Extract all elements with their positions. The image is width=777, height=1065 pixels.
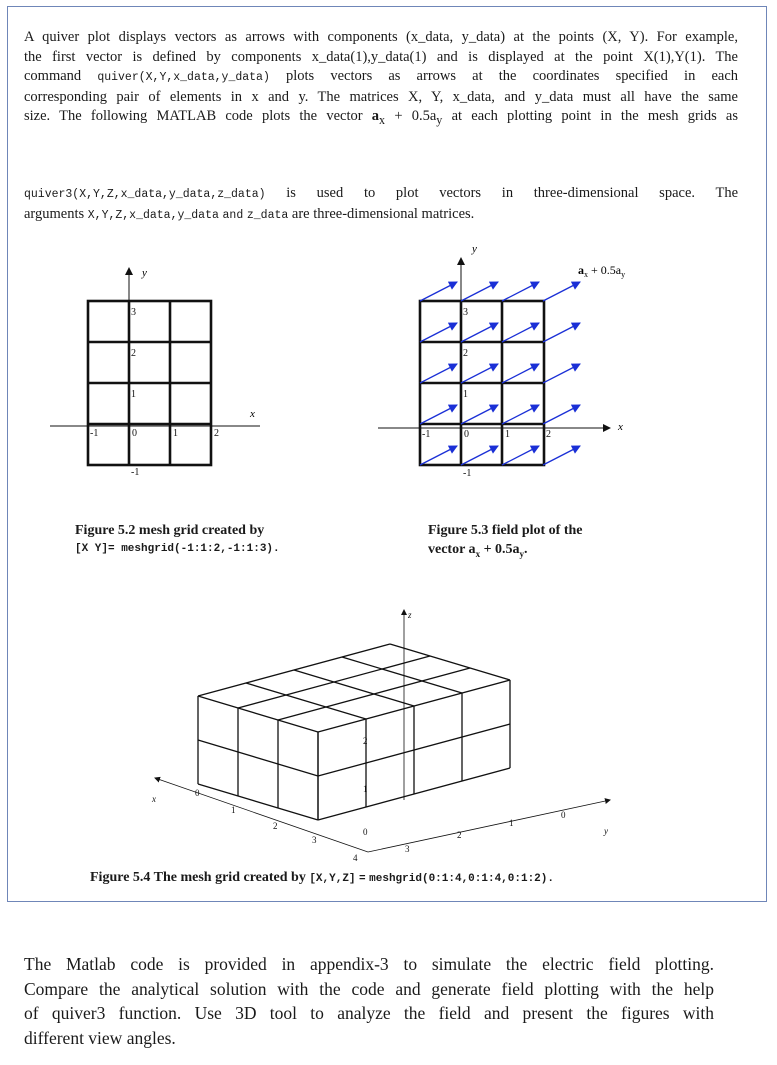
text: is used to plot vectors in three-dimensional space. The <box>286 185 739 201</box>
field-arrow <box>420 364 457 383</box>
field-arrow <box>461 364 498 383</box>
tick-x-1: 1 <box>231 805 236 815</box>
intro-line-1: A quiver plot displays vectors as arrows with components (x_data, y_data) at the points (X, Y). For example, <box>24 29 738 45</box>
x-axis-label: x <box>250 408 255 420</box>
tick-y-3: 3 <box>463 307 468 318</box>
tick-o-0: 0 <box>363 827 368 837</box>
caption-text: + 0.5a <box>480 542 520 557</box>
vector-a: a <box>371 108 380 125</box>
quiver3-line-2 <box>24 205 738 226</box>
code-args: X,Y,Z,x_data,y_data <box>87 208 219 222</box>
tick-y-neg1: -1 <box>131 467 140 475</box>
code-quiver: quiver(X,Y,x_data,y_data) <box>97 71 270 85</box>
tick-y-2: 2 <box>463 348 468 359</box>
field-arrow <box>502 405 539 424</box>
mesh-edge <box>198 740 318 776</box>
tick-x-0: 0 <box>464 429 469 440</box>
assignment-line-3: of quiver3 function. Use 3D tool to analyze the field and present the figures with <box>24 1003 714 1024</box>
caption-code: [X Y]= meshgrid(-1:1:2,-1:1:3). <box>75 543 280 555</box>
intro-text: at each plotting point in the mesh grids as <box>451 108 739 125</box>
intro-text: + 0.5a <box>385 108 437 125</box>
quiver3-paragraph <box>24 184 738 225</box>
tick-y-2: 2 <box>131 348 136 359</box>
field-arrow <box>543 446 580 465</box>
caption-code: meshgrid(0:1:4,0:1:4,0:1:2). <box>369 873 554 885</box>
text: are three-dimensional matrices. <box>291 205 475 222</box>
figure-5-2 <box>50 260 270 475</box>
field-arrow <box>502 364 539 383</box>
tick-x-2: 2 <box>273 821 278 831</box>
figure-5-3-caption <box>428 521 583 564</box>
figure-5-4-caption <box>90 868 554 889</box>
tick-y-3: 3 <box>405 844 410 854</box>
assignment-line-4: different view angles. <box>24 1027 176 1048</box>
subscript: y <box>436 113 443 128</box>
tick-x-4: 4 <box>353 853 358 863</box>
field-arrow <box>502 282 539 301</box>
figure-5-3 <box>378 238 668 478</box>
field-arrow <box>461 282 498 301</box>
y-axis-label: y <box>604 826 608 836</box>
vector-label-mid: + 0.5a <box>588 263 622 277</box>
vector-label-a: a <box>578 263 584 277</box>
field-arrow <box>461 405 498 424</box>
quiver3-line-1 <box>24 184 738 205</box>
field-arrow <box>543 405 580 424</box>
tick-y-neg1: -1 <box>463 468 472 478</box>
x-axis-label: x <box>152 794 156 804</box>
tick-o-2: 2 <box>363 736 368 746</box>
field-arrow <box>543 364 580 383</box>
subscript: x <box>379 113 386 128</box>
tick-y-3: 3 <box>131 307 136 318</box>
intro-line-3 <box>24 67 738 88</box>
field-arrow <box>543 323 580 342</box>
z-axis-label: z <box>408 610 412 620</box>
tick-x-0: 0 <box>132 428 137 439</box>
field-arrow <box>502 323 539 342</box>
vector-label <box>578 263 625 279</box>
code-quiver3: quiver3(X,Y,Z,x_data,y_data,z_data) <box>24 188 266 201</box>
caption-line <box>428 540 583 564</box>
field-arrow <box>461 323 498 342</box>
caption-eq: = <box>359 873 366 885</box>
intro-text: command <box>24 68 82 85</box>
tick-x-0: 0 <box>195 788 200 798</box>
tick-x-2: 2 <box>546 429 551 440</box>
vector-label-sub: y <box>621 270 626 279</box>
y-axis-label: y <box>142 267 147 279</box>
tick-y-1: 1 <box>463 389 468 400</box>
text: arguments <box>24 205 85 222</box>
assignment-paragraph <box>24 952 714 1050</box>
tick-x-neg1: -1 <box>422 429 431 440</box>
tick-y-0: 0 <box>561 810 566 820</box>
field-arrow <box>420 323 457 342</box>
tick-x-neg1: -1 <box>90 428 99 439</box>
figure-5-4 <box>140 600 640 870</box>
tick-o-1: 1 <box>363 784 368 794</box>
field-arrow <box>502 446 539 465</box>
assignment-line-2: Compare the analytical solution with the code and generate field plotting with the help <box>24 978 714 999</box>
subscript: x <box>475 548 481 559</box>
mesh-grid <box>88 301 211 465</box>
assignment-line-1: The Matlab code is provided in appendix-3 to simulate the electric field plotting. <box>24 954 714 974</box>
code-zdata: z_data <box>246 208 289 222</box>
field-arrow <box>420 405 457 424</box>
tick-x-1: 1 <box>173 428 178 439</box>
field-arrow <box>420 446 457 465</box>
caption-text: . <box>524 542 528 557</box>
caption-line: Figure 5.3 field plot of the <box>428 523 583 538</box>
intro-text: plots vectors as arrows at the coordinates specified in each <box>286 68 739 85</box>
subscript: y <box>519 548 525 559</box>
caption-code: [X,Y,Z] <box>309 873 356 885</box>
intro-line-5 <box>24 107 738 130</box>
tick-y-1: 1 <box>509 818 514 828</box>
field-arrow <box>543 282 580 301</box>
caption-text: Figure 5.4 The mesh grid created by <box>90 870 306 885</box>
intro-line-2: the first vector is defined by components x_data(1),y_data(1) and is displayed at the point X(1),Y(1). The <box>24 48 738 65</box>
intro-line-4: corresponding pair of elements in x and y. The matrices X, Y, x_data, and y_data must all have the same <box>24 88 738 105</box>
vector-label-sub: x <box>584 270 588 279</box>
figure-5-2-caption <box>75 521 280 559</box>
y-axis-label: y <box>472 243 477 255</box>
mesh-grid <box>420 301 544 465</box>
x-axis-label: x <box>618 421 623 433</box>
caption-line: Figure 5.2 mesh grid created by <box>75 523 265 538</box>
mesh-edge <box>198 784 318 820</box>
tick-x-1: 1 <box>505 429 510 440</box>
tick-y-2: 2 <box>457 830 462 840</box>
field-arrow <box>420 282 457 301</box>
code-and: and <box>222 208 244 222</box>
tick-x-3: 3 <box>312 835 317 845</box>
caption-text: vector a <box>428 542 476 557</box>
tick-y-1: 1 <box>131 389 136 400</box>
vector-arrows <box>420 282 580 465</box>
mesh-box-3d <box>155 610 610 852</box>
tick-x-2: 2 <box>214 428 219 439</box>
intro-text: size. The following MATLAB code plots the vector <box>24 108 363 125</box>
intro-paragraph <box>24 28 738 131</box>
field-arrow <box>461 446 498 465</box>
